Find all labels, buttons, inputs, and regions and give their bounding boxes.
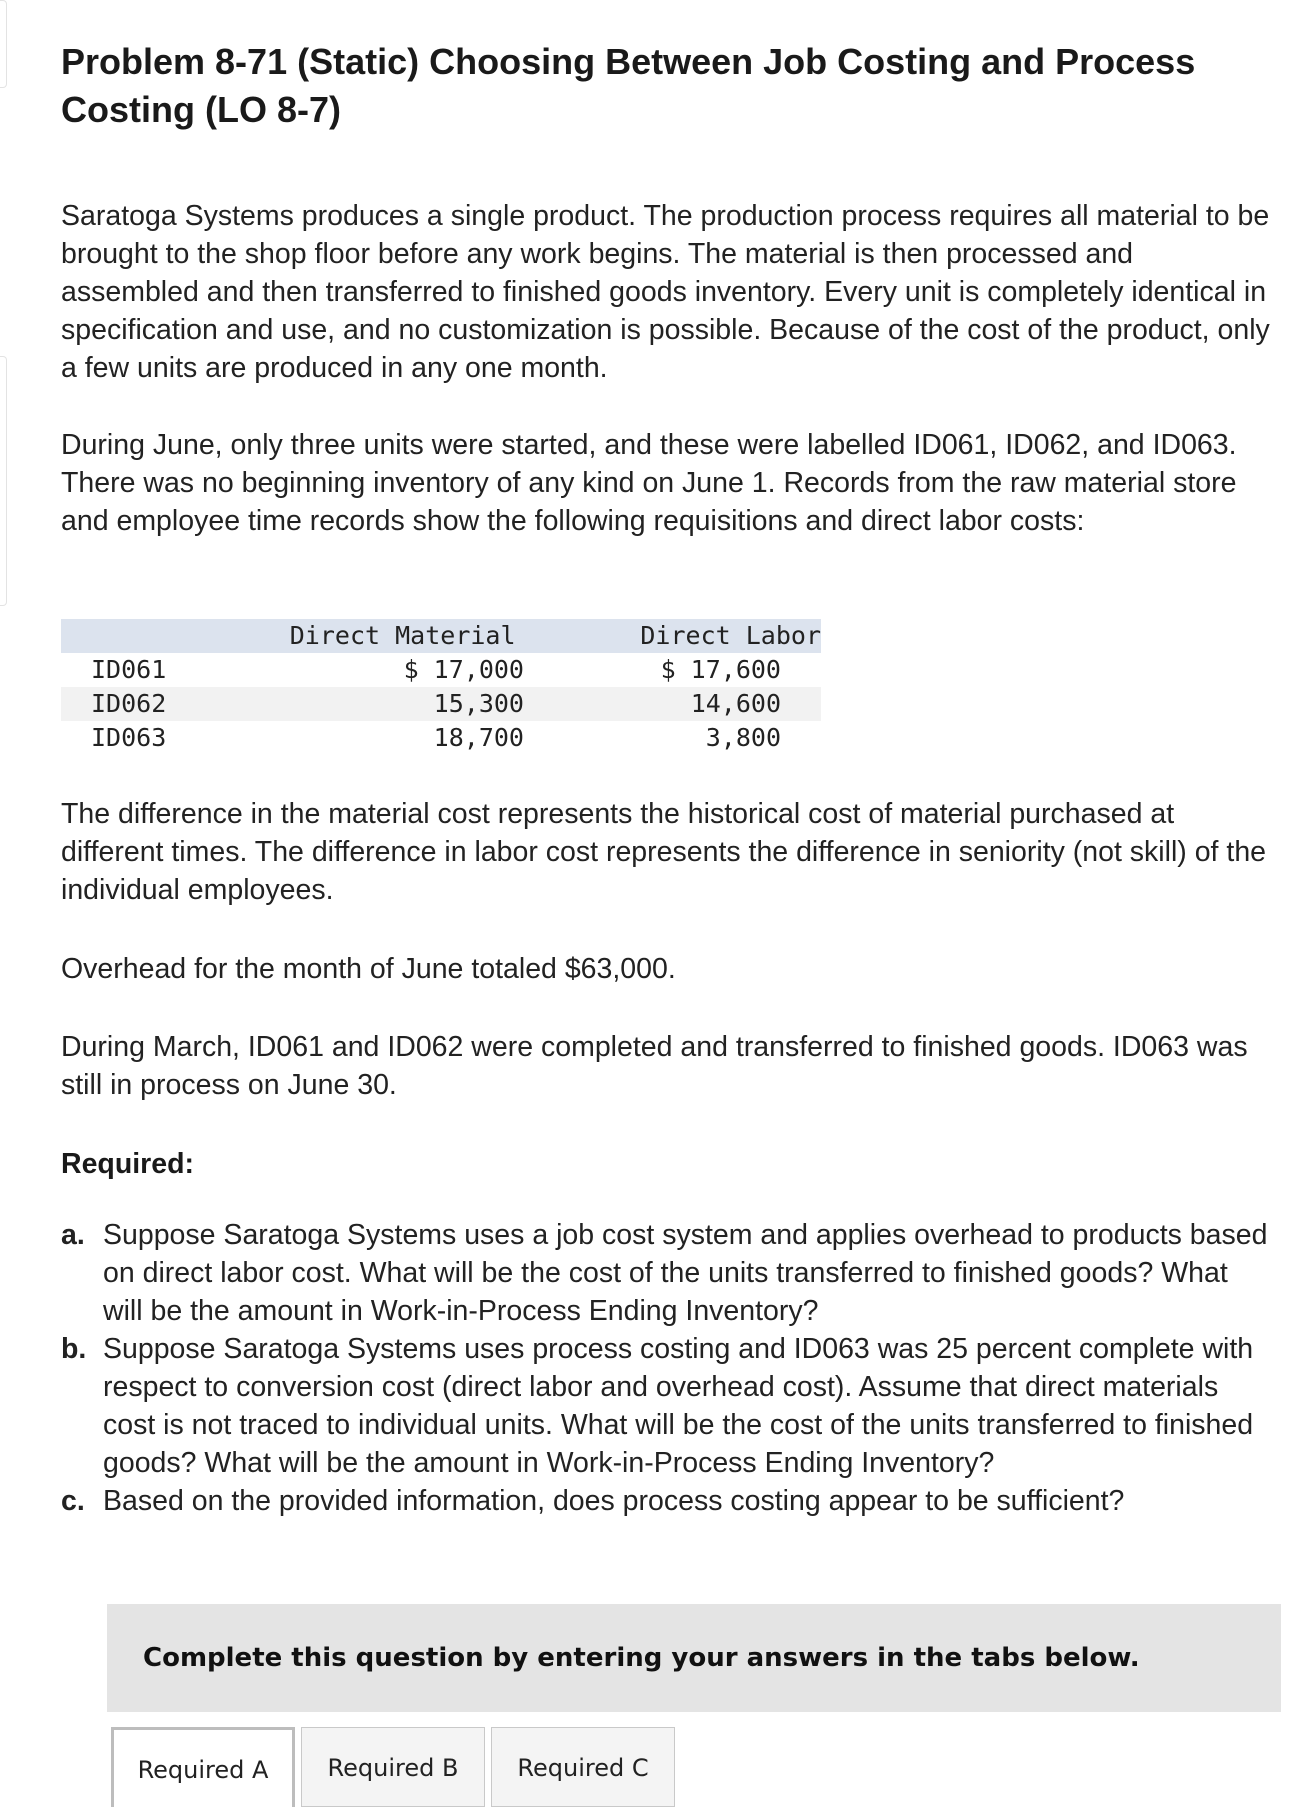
labor-cost: 3,800 [705,723,781,752]
table-header-labor: Direct Labor [640,621,821,650]
tab-required-c[interactable]: Required C [491,1727,675,1807]
problem-title: Problem 8-71 (Static) Choosing Between Job Costing and Process Costing (LO 8-7) [61,41,1196,130]
june-paragraph: During June, only three units were started, and these were labelled ID061, ID062, and ID063. There was no beginning inventory of any kind on June 1. Records from the raw material store and employee time records show the following requisitions and direct labor costs: [61,429,1237,537]
tab-required-b[interactable]: Required B [301,1727,485,1807]
item-text: Suppose Saratoga Systems uses a job cost system and applies overhead to products based on direct labor cost. What will be the cost of the units transferred to finished goods? What will be the amount in Work-in-Process Ending Inventory? [103,1219,1268,1327]
table-header-material: Direct Material [289,621,516,650]
unit-id: ID063 [91,723,167,752]
overhead-paragraph: Overhead for the month of June totaled $63,000. [61,953,676,985]
tab-required-a[interactable]: Required A [111,1727,295,1807]
labor-cost: 14,600 [690,689,781,718]
list-item [61,1216,1271,1330]
unit-id: ID062 [91,689,167,718]
cost-table [61,619,821,755]
completion-paragraph: During March, ID061 and ID062 were completed and transferred to finished goods. ID063 was still in process on June 30. [61,1031,1248,1101]
difference-paragraph: The difference in the material cost represents the historical cost of material purchased at different times. The difference in labor cost represents the difference in seniority (not skill) of the individual employees. [61,798,1267,906]
item-text: Based on the provided information, does process costing appear to be sufficient? [103,1485,1125,1517]
left-edge-marker [0,0,7,88]
material-cost: 18,700 [433,723,524,752]
table-header-row [61,619,821,653]
table-header-unit [61,619,281,653]
material-cost: $ 17,000 [403,655,524,684]
required-heading: Required: [61,1148,195,1180]
required-list [61,1216,1271,1520]
table-row [61,721,821,755]
labor-cost: $ 17,600 [660,655,781,684]
left-edge-marker [0,356,7,606]
table-row [61,687,821,721]
instructions-text: Complete this question by entering your answers in the tabs below. [143,1643,1140,1673]
intro-paragraph: Saratoga Systems produces a single product. The production process requires all material to be brought to the shop floor before any work begins. The material is then processed and assembled and then transferred to finished goods inventory. Every unit is completely identical in specification and use, and no customization is possible. Because of the cost of the product, only a few units are produced in any one month. [61,200,1270,384]
material-cost: 15,300 [433,689,524,718]
item-marker: a. [61,1219,85,1251]
item-marker: c. [61,1485,85,1517]
unit-id: ID061 [91,655,167,684]
item-text: Suppose Saratoga Systems uses process costing and ID063 was 25 percent complete with respect to conversion cost (direct labor and overhead cost). Assume that direct materials cost is not traced to individual units. What will be the cost of the units transferred to finished goods? What will be the amount in Work-in-Process Ending Inventory? [103,1333,1254,1479]
table-row [61,653,821,687]
list-item [61,1330,1271,1482]
list-item [61,1482,1271,1520]
instructions-box [107,1604,1281,1712]
item-marker: b. [61,1333,87,1365]
